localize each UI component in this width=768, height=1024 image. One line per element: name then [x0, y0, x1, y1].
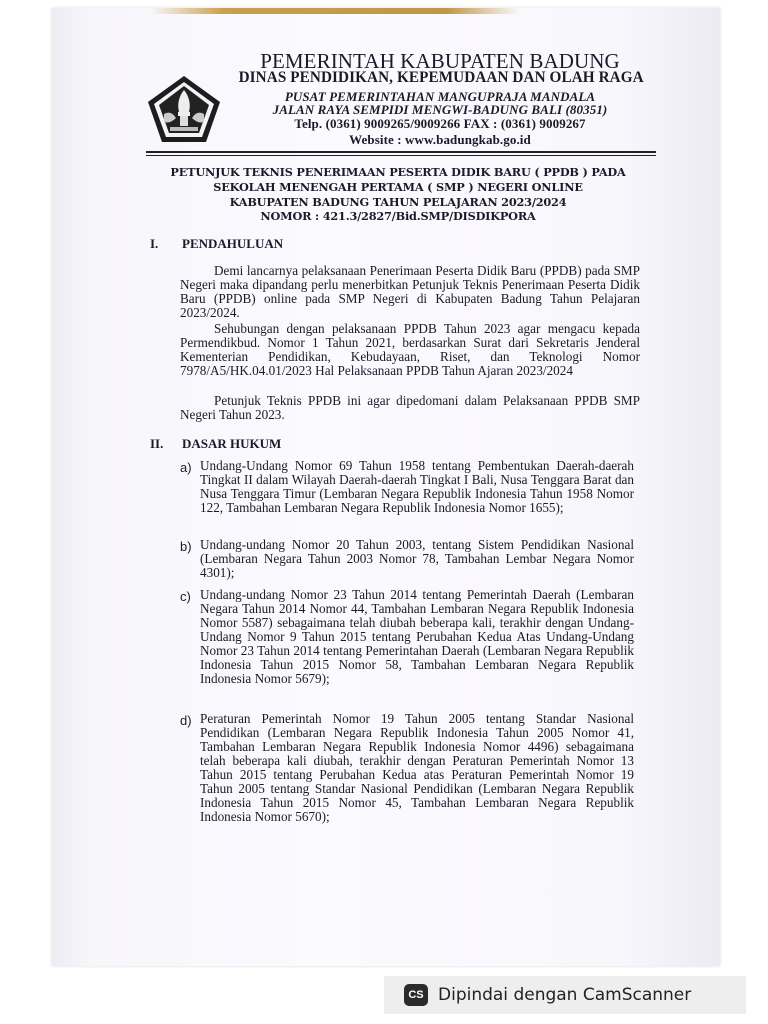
section-1-paragraph-2: Sehubungan dengan pelaksanaan PPDB Tahun 2023 agar mengacu kepada Permendikbud. Nomor 1 Tahun 2021, berdasarkan Surat dari Sekretaris Jenderal Kementerian Pendidikan, Kebudayaan, Riset, dan Teknologi Nomor 7978/A5/HK.04.01/2023 Hal Pelaksanaan PPDB Tahun Ajaran 2023/2024	[180, 321, 640, 378]
document-title-line-2: SEKOLAH MENENGAH PERTAMA ( SMP ) NEGERI ONLINE	[213, 180, 583, 194]
document-title-line-3: KABUPATEN BADUNG TAHUN PELAJARAN 2023/2024	[229, 195, 567, 209]
header-government-name: PEMERINTAH KABUPATEN BADUNG	[260, 49, 620, 73]
camscanner-logo-icon: CS	[404, 984, 428, 1006]
section-1-number: I.	[150, 236, 159, 251]
legal-basis-item-c: Undang-undang Nomor 23 Tahun 2014 tentang Pemerintah Daerah (Lembaran Negara Tahun 2014 Nomor 44, Tambahan Lembaran Negara Republik Indonesia Nomor 5587) sebagaimana telah diubah beberapa kali, terakhir dengan Undang-Undang Nomor 9 Tahun 2015 tentang Perubahan Kedua Atas Undang-Undang Nomor 23 Tahun 2014 tentang Pemerintahan Daerah (Lembaran Negara Republik Indonesia Tahun 2015 Nomor 58, Tambahan Lembaran Negara Republik Indonesia Nomor 5679);	[200, 587, 634, 686]
legal-basis-item-b: Undang-undang Nomor 20 Tahun 2003, tentang Sistem Pendidikan Nasional (Lembaran Negara Tahun 2003 Nomor 78, Tambahan Lembar Negara Nomor 4301);	[200, 537, 634, 580]
document-title-line-1: PETUNJUK TEKNIS PENERIMAAN PESERTA DIDIK BARU ( PPDB ) PADA	[170, 165, 626, 179]
legal-basis-item-a: Undang-Undang Nomor 69 Tahun 1958 tentang Pembentukan Daerah-daerah Tingkat II dalam Wilayah Daerah-daerah Tingkat I Bali, Nusa Tenggara Barat dan Nusa Tenggara Timur (Lembaran Negara Republik Indonesia Tahun 1958 Nomor 122, Tambahan Lembaran Negara Republik Indonesia Nomor 1655);	[200, 458, 634, 515]
header-website: Website : www.badungkab.go.id	[349, 132, 531, 147]
header-center-name: PUSAT PEMERINTAHAN MANGUPRAJA MANDALA	[284, 89, 596, 104]
document-number: NOMOR : 421.3/2827/Bid.SMP/DISDIKPORA	[260, 209, 536, 223]
section-1-paragraph-3: Petunjuk Teknis PPDB ini agar dipedomani dalam Pelaksanaan PPDB SMP Negeri Tahun 2023.	[180, 393, 640, 422]
header-divider-thick	[146, 151, 656, 153]
legal-basis-item-c-letter: c)	[180, 589, 191, 604]
legal-basis-item-b-letter: b)	[180, 539, 192, 554]
paper-fold-edge	[150, 8, 520, 14]
legal-basis-item-a-letter: a)	[180, 460, 192, 475]
legal-basis-item-d: Peraturan Pemerintah Nomor 19 Tahun 2005 tentang Standar Nasional Pendidikan (Lembaran Negara Republik Indonesia Tahun 2005 Nomor 41, Tambahan Lembaran Negara Republik Indonesia Nomor 4496) sebagaimana telah beberapa kali diubah, terakhir dengan Peraturan Pemerintah Nomor 13 Tahun 2015 tentang Perubahan Kedua atas Peraturan Pemerintah Nomor 19 Tahun 2005 tentang Standar Nasional Pendidikan (Lembaran Negara Republik Indonesia Tahun 2015 Nomor 45, Tambahan Lembaran Negara Republik Indonesia Nomor 5670);	[200, 711, 634, 824]
header-address: JALAN RAYA SEMPIDI MENGWI-BADUNG BALI (80351)	[272, 102, 608, 117]
section-2-heading: DASAR HUKUM	[182, 436, 282, 451]
header-divider-thin	[146, 155, 656, 156]
camscanner-label: Dipindai dengan CamScanner	[438, 985, 692, 1005]
section-2-number: II.	[150, 436, 164, 451]
legal-basis-item-d-letter: d)	[180, 713, 192, 728]
badung-crest-logo	[146, 74, 222, 144]
camscanner-watermark	[384, 976, 746, 1014]
section-1-heading: PENDAHULUAN	[182, 236, 284, 251]
header-department-name: DINAS PENDIDIKAN, KEPEMUDAAN DAN OLAH RAGA	[238, 69, 644, 86]
header-phone-fax: Telp. (0361) 9009265/9009266 FAX : (0361) 9009267	[294, 116, 586, 131]
section-1-paragraph-1: Demi lancarnya pelaksanaan Penerimaan Peserta Didik Baru (PPDB) pada SMP Negeri maka dipandang perlu menerbitkan Petunjuk Teknis Penerimaan Peserta Didik Baru (PPDB) online pada SMP Negeri di Kabupaten Badung Tahun Pelajaran 2023/2024.	[180, 263, 640, 320]
